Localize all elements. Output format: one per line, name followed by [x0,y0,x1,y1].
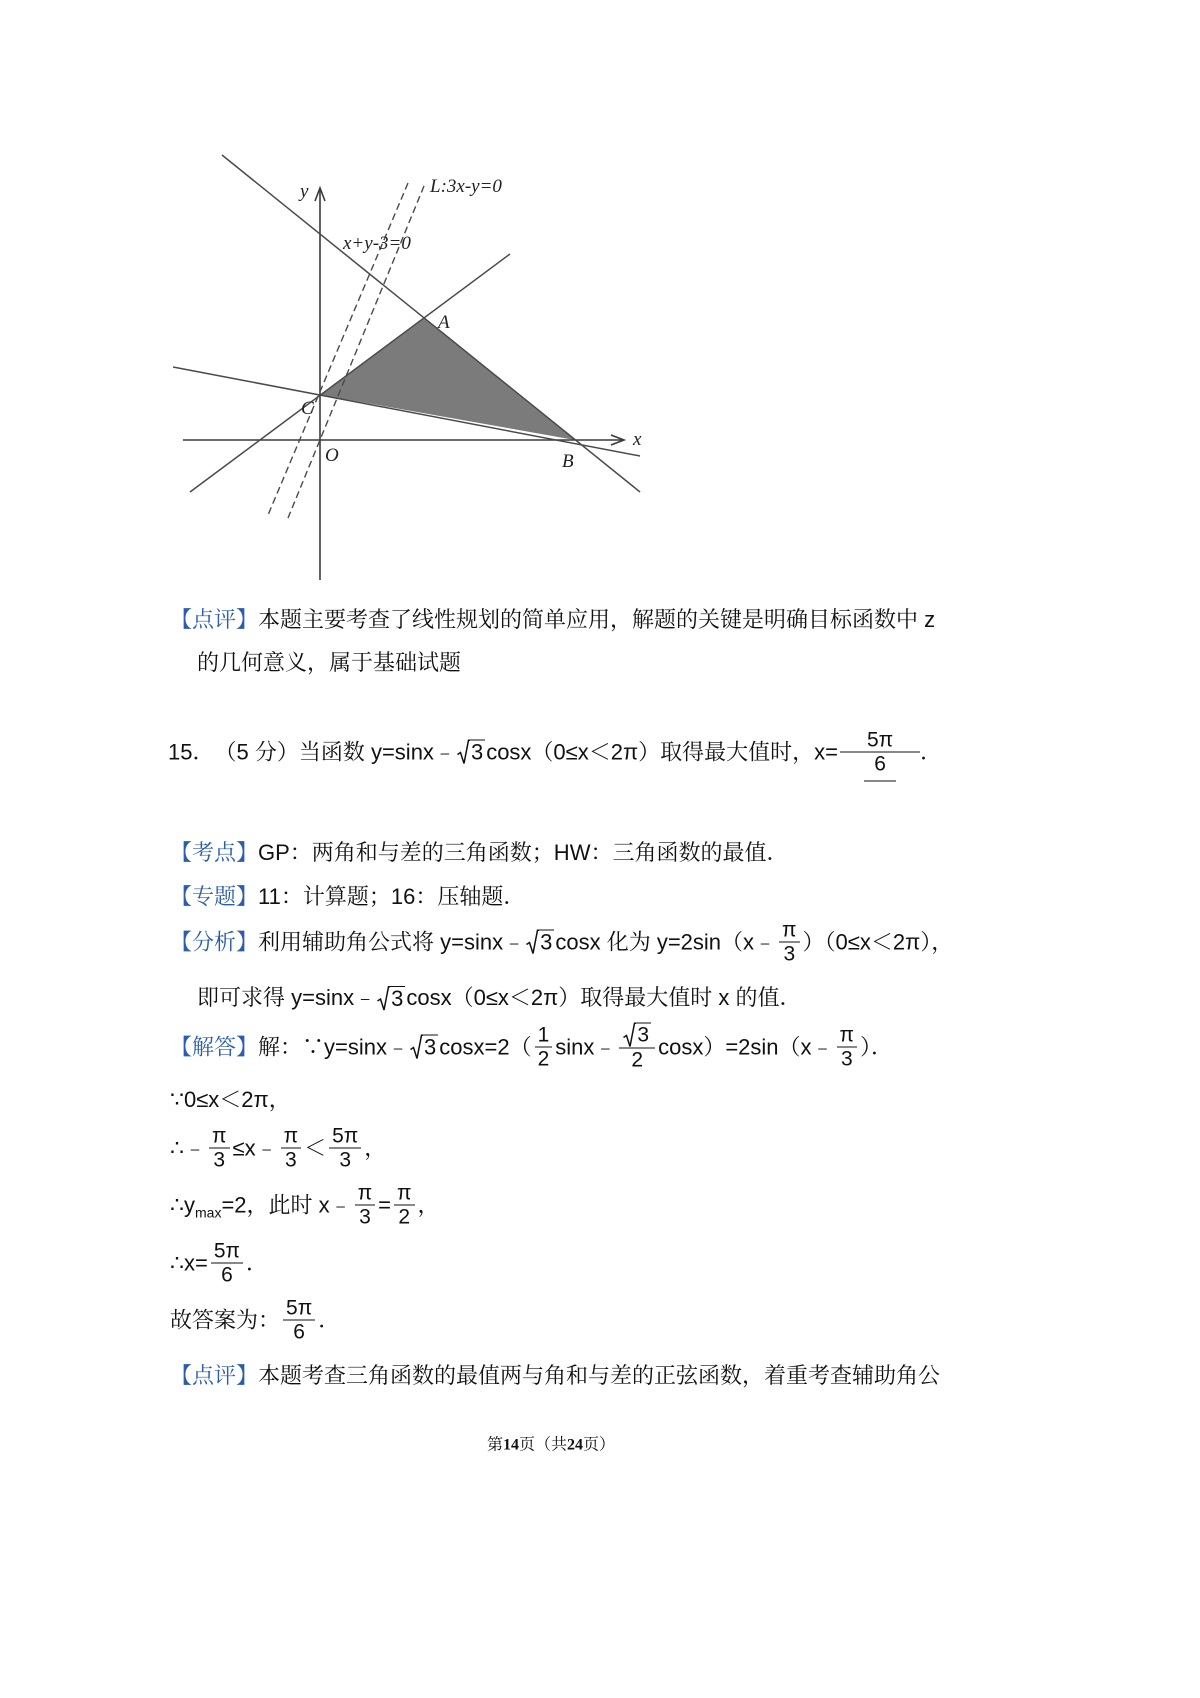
fraction-numerator: 5π [329,1125,361,1149]
y-axis-label: y [300,181,309,202]
origin-label: O [325,445,339,466]
solution-text: ∴x= [170,1250,208,1275]
solution-line-2 [170,1086,291,1114]
analysis-line-2 [197,984,802,1012]
question-stem-text: cosx（0≤x＜2π）取得最大值时，x= [486,739,838,764]
review-previous-line-2 [197,649,461,677]
fraction [355,1182,376,1229]
fraction-numerator: π [837,1024,858,1048]
question-score: （5 分） [214,739,299,764]
blank-underline [896,751,920,753]
question-number: 15． [168,739,215,764]
square-root [457,740,485,765]
fraction-denominator: 3 [213,1148,226,1172]
solution-line-5 [170,1240,268,1287]
fraction-denominator: 2 [398,1205,411,1229]
solution-text: ． [318,1307,341,1332]
radicand: 3 [391,985,404,1011]
fraction [535,1024,553,1071]
radicand: 3 [470,739,484,765]
solution-text: ， [364,1135,387,1160]
solution-text: ≤x﹣ [232,1135,278,1160]
solution-text: ＜ [304,1135,327,1160]
solution-text: ． [246,1250,269,1275]
analysis-tag: 【分析】 [170,929,259,954]
line-l-label: L:3x-y=0 [430,176,502,197]
radical-sign-icon [410,1035,423,1060]
fraction-numerator: π [779,919,800,943]
review-text-continued: 的几何意义，属于基础试题 [197,650,462,675]
footer-text: 页（共 [518,1436,568,1454]
fraction-numerator: π [355,1182,376,1206]
line-x-plus-y-minus-3 [222,155,640,492]
answer-blank [840,723,920,782]
fraction-numerator: π [394,1182,415,1206]
fraction-denominator: 6 [221,1263,233,1287]
fraction [211,1240,243,1287]
solution-text: cosx=2（ [439,1034,532,1059]
topic-text: 11：计算题；16：压轴题． [258,884,526,909]
key-point-text: GP：两角和与差的三角函数；HW：三角函数的最值． [258,840,789,865]
square-root [410,1035,438,1060]
blank-underline [840,751,864,753]
solution-text: ， [417,1192,440,1217]
point-a-label: A [438,312,450,333]
radicand: 3 [540,929,553,955]
fraction [283,1297,315,1344]
radical-sign-icon [623,1023,636,1048]
fraction-numerator: 5π [283,1297,315,1321]
radicand: 3 [637,1023,650,1047]
radical-sign-icon [377,986,390,1011]
review-previous-line-1 [170,606,935,634]
y-axis [315,188,325,580]
topic-line [170,883,525,911]
solution-text: 解：∵y=sinx﹣ [258,1034,409,1059]
analysis-line-1 [170,919,953,966]
answer-fraction [864,723,896,782]
solution-text: 故答案为： [170,1307,281,1332]
fraction [329,1125,361,1172]
solution-line-3 [170,1125,386,1172]
solution-text: =2，此时 x﹣ [221,1192,352,1217]
solution-line-1 [170,1023,893,1072]
fraction-denominator: 3 [359,1205,371,1229]
fraction-numerator: 5π [864,723,896,753]
fraction-denominator: 6 [293,1320,305,1344]
fraction-numerator: π [209,1125,230,1149]
solution-text: ∴﹣ [170,1135,206,1160]
page-footer [487,1432,615,1455]
square-root [526,930,554,955]
review-tag: 【点评】 [170,607,259,632]
square-root [623,1023,651,1048]
key-point-line [170,839,788,867]
fraction-denominator: 3 [840,1047,853,1071]
fraction-denominator: 3 [339,1148,352,1172]
analysis-text: cosx（0≤x＜2π）取得最大值时 x 的值． [406,985,802,1010]
fraction [281,1125,302,1172]
solution-text: ∴y [170,1192,195,1217]
question-stem-text: 当函数 y=sinx﹣ [298,739,456,764]
point-c-label: C [301,398,314,419]
page-number: 14 [502,1436,519,1454]
radicand: 3 [424,1034,437,1060]
analysis-text: cosx 化为 y=2sin（x﹣ [555,929,777,954]
review-text: 本题考查三角函数的最值两与角和与差的正弦函数，着重考查辅助角公 [258,1363,941,1388]
solution-text: ）． [860,1034,894,1059]
solution-text: cosx）=2sin（x﹣ [658,1034,834,1059]
linear-programming-figure [0,0,1200,600]
solution-answer-line [170,1297,340,1344]
line-label: x+y-3=0 [343,233,411,254]
subscript: max [195,1204,222,1220]
fraction-denominator: 3 [783,942,796,966]
topic-tag: 【专题】 [170,884,259,909]
fraction-numerator: 1 [535,1024,553,1048]
solution-text: = [378,1192,392,1217]
fraction [779,919,800,966]
total-pages: 24 [567,1436,584,1454]
fraction-numerator [619,1023,655,1049]
analysis-text: 即可求得 y=sinx﹣ [197,985,377,1010]
review-line [170,1362,940,1390]
footer-text: 第 [486,1436,503,1454]
review-tag: 【点评】 [170,1363,259,1388]
footer-text: 页） [583,1436,616,1454]
square-root [377,986,405,1011]
radical-sign-icon [457,740,470,765]
fraction [209,1125,230,1172]
fraction-denominator: 2 [631,1048,644,1072]
fraction-numerator: π [281,1125,302,1149]
x-axis-label: x [633,429,642,450]
solution-line-4 [170,1182,440,1229]
question-15 [168,723,942,782]
solution-text: ∵0≤x＜2π， [170,1087,291,1112]
radical-sign-icon [526,930,539,955]
fraction [394,1182,415,1229]
key-point-tag: 【考点】 [170,840,259,865]
analysis-text: ）（0≤x＜2π）， [802,929,954,954]
fraction [619,1023,655,1072]
point-b-label: B [562,451,574,472]
fraction-denominator: 3 [284,1148,297,1172]
fraction-numerator: 5π [211,1240,243,1264]
solution-tag: 【解答】 [170,1034,259,1059]
solution-text: sinx﹣ [555,1034,617,1059]
review-text: 本题主要考查了线性规划的简单应用，解题的关键是明确目标函数中 z [258,607,936,632]
fraction-denominator: 2 [537,1047,550,1071]
analysis-text: 利用辅助角公式将 y=sinx﹣ [258,929,526,954]
fraction [837,1024,858,1071]
question-end: ． [920,739,943,764]
fraction-denominator: 6 [864,753,896,782]
